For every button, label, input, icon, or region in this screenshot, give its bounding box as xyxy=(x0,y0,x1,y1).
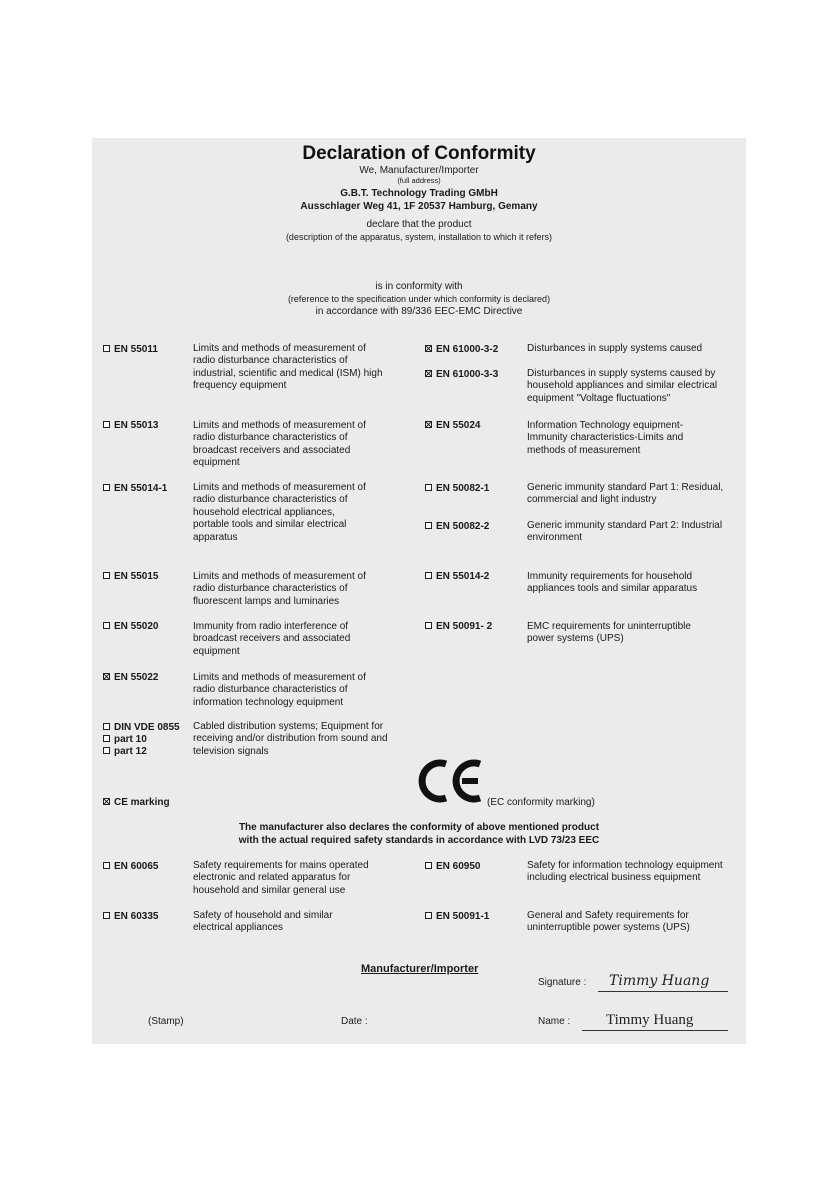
standard-description: Information Technology equipment-Immunity characteristics-Limits and methods of measurement xyxy=(527,420,684,456)
manufacturer-heading: Manufacturer/Importer xyxy=(361,963,479,975)
standard-code: EN 50091-1 xyxy=(425,911,489,922)
directive-text: in accordance with 89/336 EEC-EMC Directive xyxy=(315,306,523,317)
standard-description: Immunity from radio interference of broadcast receivers and associated equipment xyxy=(193,621,351,657)
manufacturer-label: We, Manufacturer/Importer xyxy=(359,165,479,176)
ce-caption: (EC conformity marking) xyxy=(487,797,595,808)
standard-code: EN 55015 xyxy=(103,571,158,582)
checkbox xyxy=(103,421,110,428)
standard-description: Disturbances in supply systems caused xyxy=(527,343,703,354)
checkbox xyxy=(425,622,432,629)
standard-code: EN 55022 xyxy=(103,672,158,683)
lvd-line-2: with the actual required safety standards in accordance with LVD 73/23 EEC xyxy=(238,835,600,846)
standard-code: EN 61000-3-3 xyxy=(425,369,498,380)
standard-code: EN 55014-2 xyxy=(425,571,489,582)
standard-code: part 10 xyxy=(103,734,147,745)
lvd-line-1: The manufacturer also declares the conformity of above mentioned product xyxy=(238,822,600,833)
standard-description: EMC requirements for uninterruptible power systems (UPS) xyxy=(527,621,691,645)
standard-description: Safety of household and similar electrical appliances xyxy=(193,910,333,934)
standard-code: DIN VDE 0855 xyxy=(103,722,180,733)
standard-code: part 12 xyxy=(103,746,147,757)
standard-code: EN 60335 xyxy=(103,911,158,922)
standard-description: Generic immunity standard Part 2: Industrial environment xyxy=(527,520,723,544)
standard-code: EN 60950 xyxy=(425,861,480,872)
checkbox xyxy=(103,622,110,629)
standard-code: EN 55024 xyxy=(425,420,480,431)
standard-code: EN 60065 xyxy=(103,861,158,872)
standard-code: EN 55020 xyxy=(103,621,158,632)
checkbox xyxy=(103,912,110,919)
standard-description: Safety for information technology equipment including electrical business equipment xyxy=(527,860,723,884)
checkbox xyxy=(103,572,110,579)
description-note: (description of the apparatus, system, installation to which it refers) xyxy=(285,232,553,242)
standard-description: Cabled distribution systems; Equipment for receiving and/or distribution from sound and television signals xyxy=(193,721,388,757)
standard-description: Limits and methods of measurement of radio disturbance characteristics of broadcast receivers and associated equipment xyxy=(193,420,366,469)
checkbox xyxy=(425,522,432,529)
standard-description: Limits and methods of measurement of radio disturbance characteristics of fluorescent lamps and luminaries xyxy=(193,571,366,607)
checkbox xyxy=(103,484,110,491)
checkbox-checked xyxy=(425,421,432,428)
checkbox xyxy=(103,345,110,352)
company-name: G.B.T. Technology Trading GMbH xyxy=(340,188,498,199)
conformity-text: is in conformity with xyxy=(375,281,463,292)
checkbox-checked xyxy=(425,370,432,377)
company-address: Ausschlager Weg 41, 1F 20537 Hamburg, Gemany xyxy=(300,201,538,212)
checkbox xyxy=(425,912,432,919)
checkbox-checked xyxy=(425,345,432,352)
name-label: Name : xyxy=(538,1016,571,1027)
checkbox-checked xyxy=(103,673,110,680)
declare-text: declare that the product xyxy=(366,219,472,230)
ce-mark-icon xyxy=(416,758,484,804)
checkbox xyxy=(103,735,110,742)
standard-code: EN 50082-2 xyxy=(425,521,489,532)
standard-description: Disturbances in supply systems caused by household appliances and similar electrical equipment "Voltage fluctuations" xyxy=(527,368,718,404)
page-title: Declaration of Conformity xyxy=(302,143,536,164)
full-address-note: (full address) xyxy=(397,176,441,185)
standard-description: Immunity requirements for household appliances tools and similar apparatus xyxy=(527,571,698,595)
standard-description: General and Safety requirements for uninterruptible power systems (UPS) xyxy=(527,910,690,934)
reference-note: (reference to the specification under which conformity is declared) xyxy=(287,294,551,304)
checkbox xyxy=(103,747,110,754)
date-label: Date : xyxy=(341,1016,368,1027)
checkbox xyxy=(425,572,432,579)
signature-line xyxy=(598,991,728,992)
standard-description: Limits and methods of measurement of radio disturbance characteristics of industrial, scientific and medical (ISM) high frequency equipment xyxy=(193,343,383,392)
name-line xyxy=(582,1030,728,1031)
standard-code: EN 50082-1 xyxy=(425,483,489,494)
standard-description: Limits and methods of measurement of radio disturbance characteristics of household electrical appliances, portable tools and similar electrical apparatus xyxy=(193,482,366,543)
checkbox xyxy=(425,484,432,491)
standard-code: EN 55011 xyxy=(103,344,158,355)
standard-code: EN 55014-1 xyxy=(103,483,167,494)
name-value: Timmy Huang xyxy=(606,1012,694,1028)
checkbox-checked xyxy=(103,798,110,805)
ce-marking-label: CE marking xyxy=(103,797,170,808)
standard-code: EN 50091- 2 xyxy=(425,621,492,632)
standard-description: Limits and methods of measurement of radio disturbance characteristics of information technology equipment xyxy=(193,672,366,708)
standard-description: Safety requirements for mains operated electronic and related apparatus for household and similar general use xyxy=(193,860,369,896)
standard-code: EN 55013 xyxy=(103,420,158,431)
checkbox xyxy=(425,862,432,869)
checkbox xyxy=(103,723,110,730)
checkbox xyxy=(103,862,110,869)
standard-code: EN 61000-3-2 xyxy=(425,344,498,355)
signature: Timmy Huang xyxy=(609,973,710,989)
signature-label: Signature : xyxy=(538,977,587,988)
stamp-label: (Stamp) xyxy=(148,1016,184,1027)
standard-description: Generic immunity standard Part 1: Residual, commercial and light industry xyxy=(527,482,724,506)
